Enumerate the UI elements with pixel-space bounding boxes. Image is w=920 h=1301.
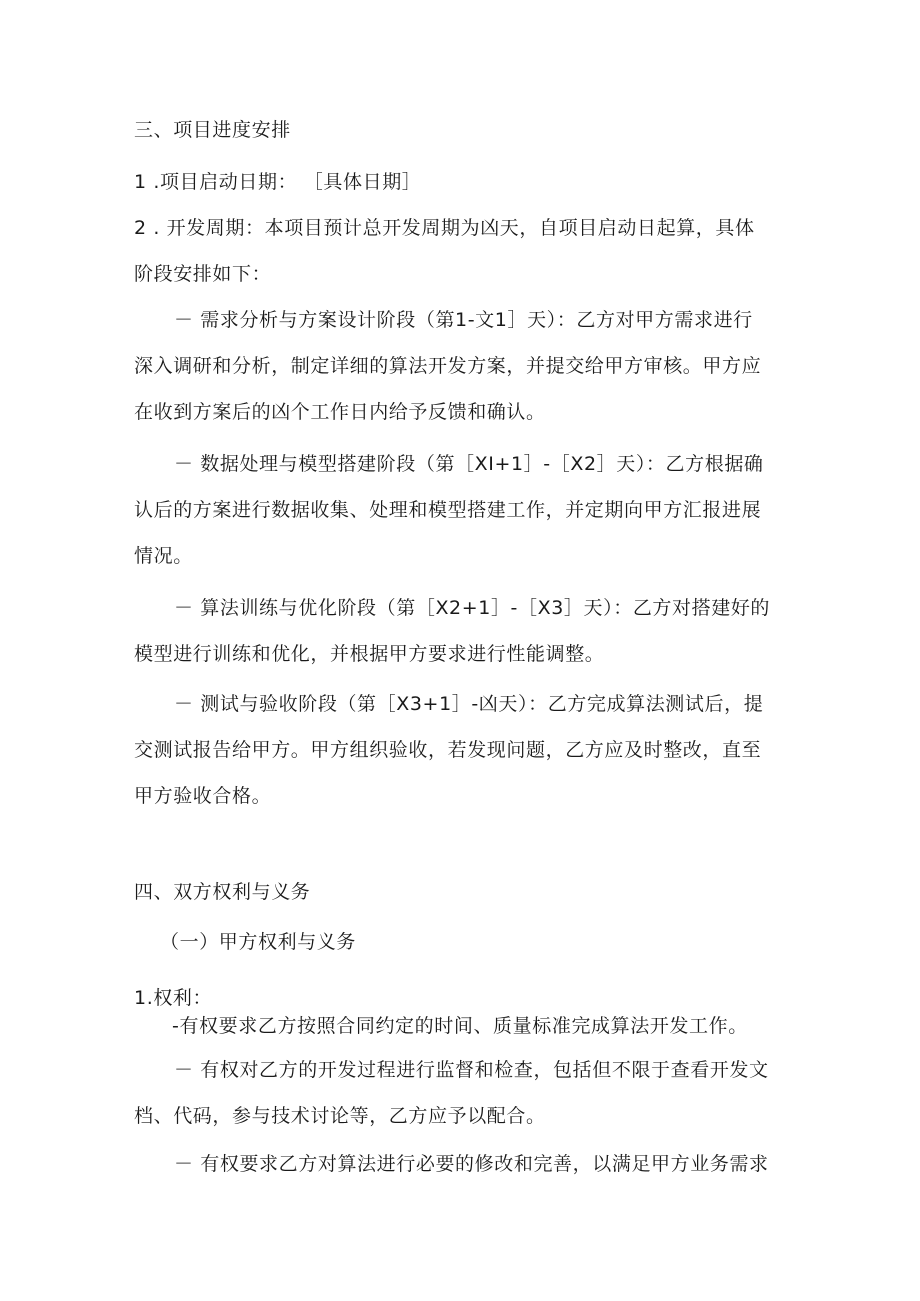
rights-label: 1.权利： <box>134 987 213 1009</box>
phase-1-line-2: 深入调研和分析，制定详细的算法开发方案，并提交给甲方审核。甲方应 <box>134 355 762 377</box>
phase-4-line-3: 甲方验收合格。 <box>134 785 272 807</box>
development-cycle-line-2: 阶段安排如下： <box>134 263 272 285</box>
phase-4-line-1: － 测试与验收阶段（第［X3+1］-凶天）：乙方完成算法测试后，提 <box>174 693 764 715</box>
phase-3-line-2: 模型进行训练和优化，并根据甲方要求进行性能调整。 <box>134 643 605 665</box>
development-cycle-line-1: 2 . 开发周期：本项目预计总开发周期为凶天，自项目启动日起算，具体 <box>134 217 755 239</box>
phase-2-line-1: － 数据处理与模型搭建阶段（第［XI+1］-［X2］天）：乙方根据确 <box>174 453 764 475</box>
project-start-date-item: 1 .项目启动日期： ［具体日期］ <box>134 171 422 193</box>
phase-1-line-1: － 需求分析与方案设计阶段（第1-文1］天）：乙方对甲方需求进行 <box>174 309 753 331</box>
party-a-subheading: （一）甲方权利与义务 <box>160 931 357 953</box>
right-2-line-1: － 有权对乙方的开发过程进行监督和检查，包括但不限于查看开发文 <box>174 1059 769 1081</box>
section-3-heading: 三、项目进度安排 <box>134 119 291 141</box>
section-4-heading: 四、双方权利与义务 <box>134 881 311 903</box>
right-3-line-1: － 有权要求乙方对算法进行必要的修改和完善，以满足甲方业务需求 <box>174 1153 769 1175</box>
phase-4-line-2: 交测试报告给甲方。甲方组织验收，若发现问题，乙方应及时整改，直至 <box>134 739 762 761</box>
phase-2-line-2: 认后的方案进行数据收集、处理和模型搭建工作，并定期向甲方汇报进展 <box>134 499 762 521</box>
phase-2-line-3: 情况。 <box>134 545 193 567</box>
right-2-line-2: 档、代码，参与技术讨论等，乙方应予以配合。 <box>134 1105 546 1127</box>
phase-3-line-1: － 算法训练与优化阶段（第［X2+1］-［X3］天）：乙方对搭建好的 <box>174 597 771 619</box>
right-1-line-1: -有权要求乙方按照合同约定的时间、质量标准完成算法开发工作。 <box>172 1015 748 1037</box>
phase-1-line-3: 在收到方案后的凶个工作日内给予反馈和确认。 <box>134 401 546 423</box>
